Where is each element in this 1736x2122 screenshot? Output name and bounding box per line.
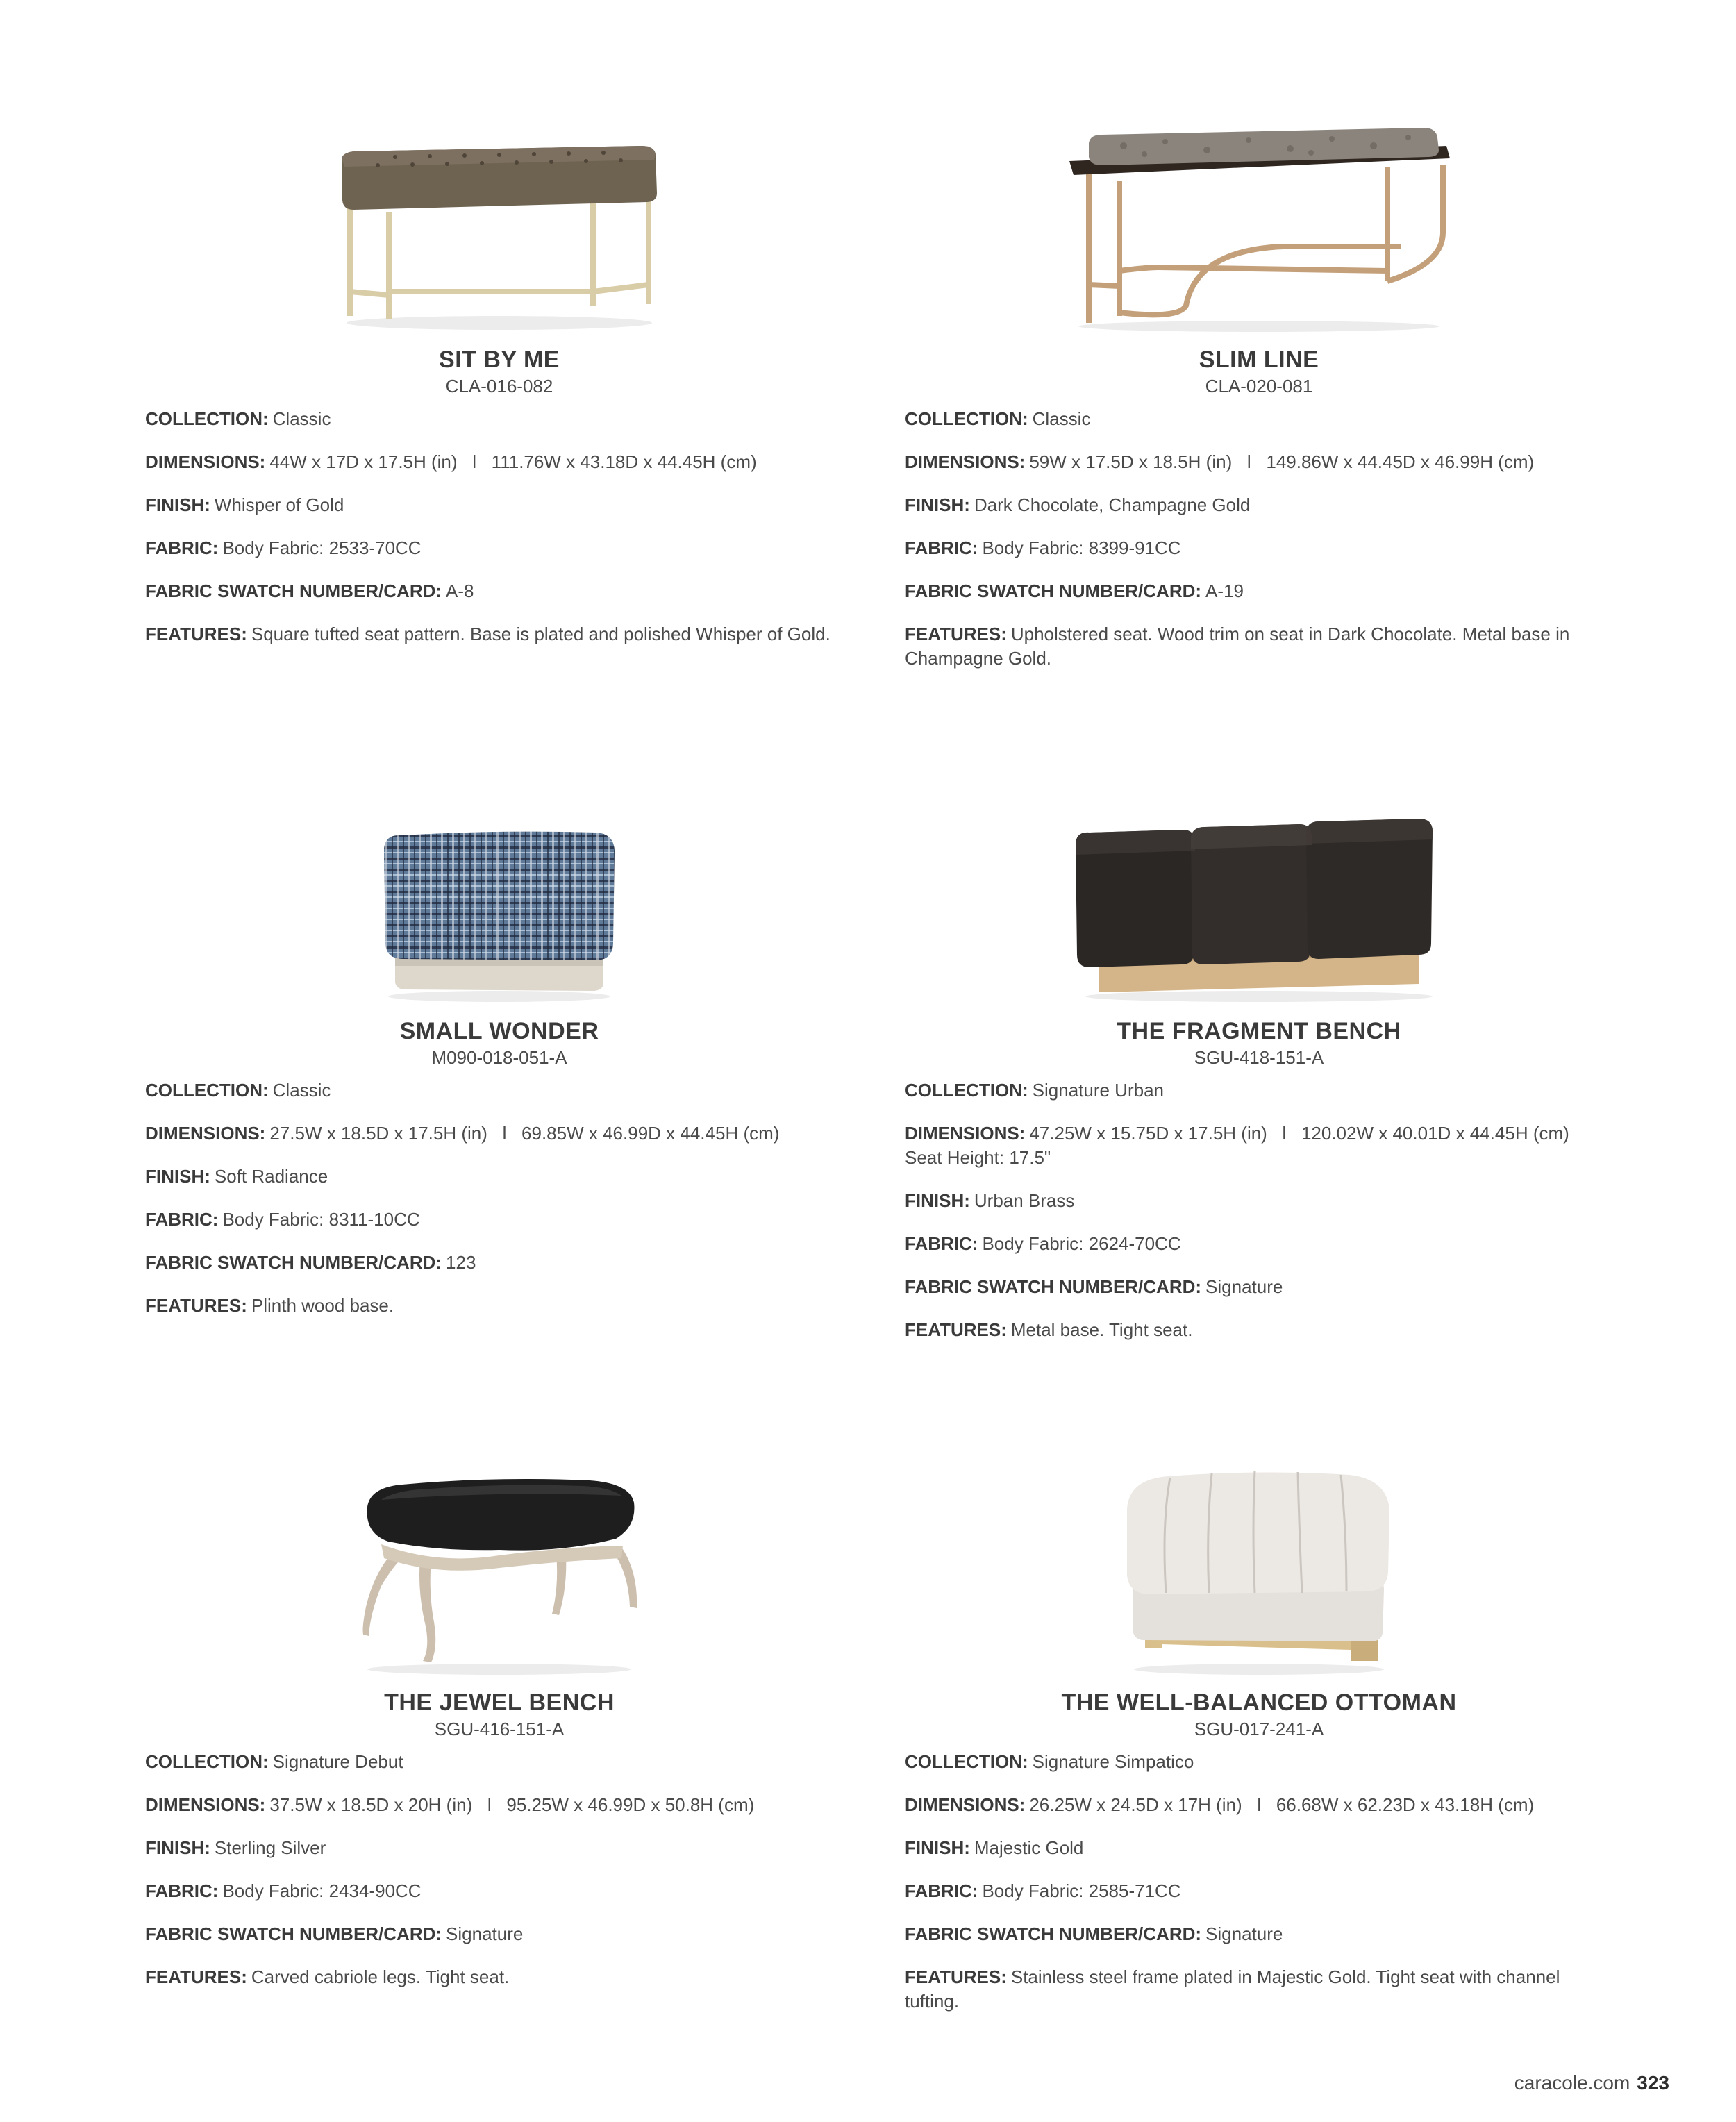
swatch-label: FABRIC SWATCH NUMBER/CARD: <box>145 580 442 601</box>
page-number: 323 <box>1637 2072 1669 2094</box>
finish-label: FINISH: <box>905 1837 970 1858</box>
dimensions-value: 59W x 17.5D x 18.5H (in) l 149.86W x 44.45D x 46.99H (cm) <box>1029 451 1535 472</box>
features-field <box>905 1318 1613 1342</box>
product-card-small-wonder <box>145 776 853 1337</box>
collection-label: COLLECTION: <box>145 408 269 429</box>
collection-field <box>145 1078 853 1103</box>
swatch-value: Signature <box>446 1923 524 1944</box>
fabric-label: FABRIC: <box>905 537 978 558</box>
product-code: SGU-416-151-A <box>434 1719 565 1739</box>
page-footer <box>1514 2072 1669 2094</box>
features-label: FEATURES: <box>905 1966 1007 1987</box>
finish-field <box>145 1836 853 1860</box>
footer-site: caracole.com <box>1514 2072 1630 2094</box>
dimensions-label: DIMENSIONS: <box>145 1123 266 1144</box>
collection-field <box>905 407 1613 431</box>
fabric-field <box>145 536 853 560</box>
fabric-label: FABRIC: <box>145 537 219 558</box>
product-title: THE JEWEL BENCH <box>384 1689 615 1716</box>
fabric-label: FABRIC: <box>145 1880 219 1901</box>
fabric-field <box>145 1208 853 1232</box>
product-image-slim-line <box>905 104 1613 333</box>
swatch-label: FABRIC SWATCH NUMBER/CARD: <box>905 1276 1202 1297</box>
product-code: CLA-020-081 <box>1205 376 1313 396</box>
finish-field <box>905 493 1613 517</box>
collection-label: COLLECTION: <box>145 1080 269 1101</box>
fabric-label: FABRIC: <box>905 1233 978 1254</box>
slim-bench-illustration <box>1061 125 1457 333</box>
fabric-value: Body Fabric: 8399-91CC <box>982 537 1181 558</box>
finish-label: FINISH: <box>145 1837 210 1858</box>
features-label: FEATURES: <box>905 1319 1007 1340</box>
product-code: SGU-017-241-A <box>1194 1719 1324 1739</box>
features-field <box>905 1965 1613 2014</box>
features-label: FEATURES: <box>905 624 1007 644</box>
swatch-value: Signature <box>1205 1923 1283 1944</box>
dimensions-label: DIMENSIONS: <box>905 1794 1026 1815</box>
fabric-field <box>905 1232 1613 1256</box>
fabric-value: Body Fabric: 2533-70CC <box>222 537 422 558</box>
product-card-well-balanced-ottoman <box>905 1447 1613 2032</box>
swatch-field <box>905 1922 1613 1946</box>
collection-field <box>905 1078 1613 1103</box>
fabric-label: FABRIC: <box>905 1880 978 1901</box>
features-label: FEATURES: <box>145 1295 247 1316</box>
finish-field <box>905 1836 1613 1860</box>
channel-ottoman-illustration <box>1120 1468 1398 1676</box>
fabric-field <box>905 1879 1613 1903</box>
product-card-slim-line <box>905 104 1613 690</box>
tweed-ottoman-illustration <box>374 824 624 1005</box>
dimensions-field <box>905 1793 1613 1817</box>
product-card-sit-by-me <box>145 104 853 665</box>
finish-value: Dark Chocolate, Champagne Gold <box>974 494 1251 515</box>
finish-field <box>905 1189 1613 1213</box>
collection-value: Classic <box>272 1080 331 1101</box>
seat-height-value: Seat Height: 17.5" <box>905 1147 1051 1168</box>
collection-value: Classic <box>272 408 331 429</box>
product-image-well-balanced-ottoman <box>905 1447 1613 1676</box>
collection-label: COLLECTION: <box>905 408 1028 429</box>
swatch-label: FABRIC SWATCH NUMBER/CARD: <box>905 1923 1202 1944</box>
product-image-small-wonder <box>145 776 853 1005</box>
fabric-field <box>145 1879 853 1903</box>
collection-field <box>905 1750 1613 1774</box>
fabric-value: Body Fabric: 8311-10CC <box>222 1209 420 1230</box>
dimensions-label: DIMENSIONS: <box>145 1794 266 1815</box>
product-title: SLIM LINE <box>1199 346 1319 373</box>
finish-label: FINISH: <box>145 1166 210 1187</box>
fabric-label: FABRIC: <box>145 1209 219 1230</box>
finish-label: FINISH: <box>905 1190 970 1211</box>
collection-value: Signature Simpatico <box>1032 1751 1194 1772</box>
features-value: Stainless steel frame plated in Majestic Gold. Tight seat with channel tufting. <box>905 1966 1560 2012</box>
dimensions-value: 44W x 17D x 17.5H (in) l 111.76W x 43.18D x 44.45H (cm) <box>269 451 757 472</box>
swatch-field <box>145 579 853 603</box>
product-title: THE WELL-BALANCED OTTOMAN <box>1061 1689 1457 1716</box>
features-field <box>145 1294 853 1318</box>
product-code: M090-018-051-A <box>431 1047 567 1068</box>
product-title: SIT BY ME <box>439 346 560 373</box>
swatch-field <box>905 1275 1613 1299</box>
features-field <box>145 622 853 646</box>
product-image-fragment-bench <box>905 776 1613 1005</box>
features-field <box>905 622 1613 671</box>
collection-label: COLLECTION: <box>905 1080 1028 1101</box>
finish-label: FINISH: <box>905 494 970 515</box>
fabric-value: Body Fabric: 2434-90CC <box>222 1880 422 1901</box>
swatch-label: FABRIC SWATCH NUMBER/CARD: <box>145 1923 442 1944</box>
features-field <box>145 1965 853 1989</box>
swatch-label: FABRIC SWATCH NUMBER/CARD: <box>145 1252 442 1273</box>
dimensions-label: DIMENSIONS: <box>905 1123 1026 1144</box>
dimensions-value: 27.5W x 18.5D x 17.5H (in) l 69.85W x 46.99D x 44.45H (cm) <box>269 1123 780 1144</box>
features-value: Metal base. Tight seat. <box>1010 1319 1193 1340</box>
dimensions-value: 47.25W x 15.75D x 17.5H (in) l 120.02W x 40.01D x 44.45H (cm) <box>1029 1123 1569 1144</box>
product-title: SMALL WONDER <box>399 1018 599 1044</box>
finish-value: Whisper of Gold <box>214 494 344 515</box>
tufted-bench-illustration <box>336 118 662 333</box>
features-value: Carved cabriole legs. Tight seat. <box>251 1966 510 1987</box>
finish-value: Sterling Silver <box>214 1837 326 1858</box>
dimensions-label: DIMENSIONS: <box>145 451 266 472</box>
dimensions-field <box>145 1793 853 1817</box>
finish-value: Soft Radiance <box>214 1166 328 1187</box>
product-code: CLA-016-082 <box>445 376 553 396</box>
swatch-value: A-19 <box>1205 580 1244 601</box>
finish-label: FINISH: <box>145 494 210 515</box>
cabriole-bench-illustration <box>353 1475 645 1676</box>
cube-bench-illustration <box>1071 817 1446 1005</box>
finish-field <box>145 493 853 517</box>
product-title: THE FRAGMENT BENCH <box>1117 1018 1401 1044</box>
swatch-field <box>905 579 1613 603</box>
finish-value: Majestic Gold <box>974 1837 1084 1858</box>
features-label: FEATURES: <box>145 624 247 644</box>
collection-value: Classic <box>1032 408 1091 429</box>
finish-field <box>145 1164 853 1189</box>
product-card-jewel-bench <box>145 1447 853 2008</box>
fabric-value: Body Fabric: 2624-70CC <box>982 1233 1181 1254</box>
product-image-jewel-bench <box>145 1447 853 1676</box>
dimensions-value: 26.25W x 24.5D x 17H (in) l 66.68W x 62.23D x 43.18H (cm) <box>1029 1794 1535 1815</box>
dimensions-value: 37.5W x 18.5D x 20H (in) l 95.25W x 46.99D x 50.8H (cm) <box>269 1794 755 1815</box>
dimensions-field <box>145 1121 853 1146</box>
collection-label: COLLECTION: <box>905 1751 1028 1772</box>
collection-label: COLLECTION: <box>145 1751 269 1772</box>
fabric-value: Body Fabric: 2585-71CC <box>982 1880 1181 1901</box>
dimensions-field <box>905 1121 1613 1170</box>
product-image-sit-by-me <box>145 104 853 333</box>
features-label: FEATURES: <box>145 1966 247 1987</box>
dimensions-field <box>905 450 1613 474</box>
collection-value: Signature Urban <box>1032 1080 1164 1101</box>
collection-value: Signature Debut <box>272 1751 403 1772</box>
dimensions-label: DIMENSIONS: <box>905 451 1026 472</box>
swatch-value: 123 <box>446 1252 476 1273</box>
swatch-value: A-8 <box>446 580 474 601</box>
dimensions-field <box>145 450 853 474</box>
features-value: Plinth wood base. <box>251 1295 394 1316</box>
swatch-field <box>145 1922 853 1946</box>
swatch-value: Signature <box>1205 1276 1283 1297</box>
swatch-field <box>145 1251 853 1275</box>
fabric-field <box>905 536 1613 560</box>
features-value: Upholstered seat. Wood trim on seat in Dark Chocolate. Metal base in Champagne Gold. <box>905 624 1570 669</box>
features-value: Square tufted seat pattern. Base is plated and polished Whisper of Gold. <box>251 624 831 644</box>
swatch-label: FABRIC SWATCH NUMBER/CARD: <box>905 580 1202 601</box>
collection-field <box>145 407 853 431</box>
collection-field <box>145 1750 853 1774</box>
finish-value: Urban Brass <box>974 1190 1075 1211</box>
product-code: SGU-418-151-A <box>1194 1047 1324 1068</box>
product-card-fragment-bench <box>905 776 1613 1361</box>
